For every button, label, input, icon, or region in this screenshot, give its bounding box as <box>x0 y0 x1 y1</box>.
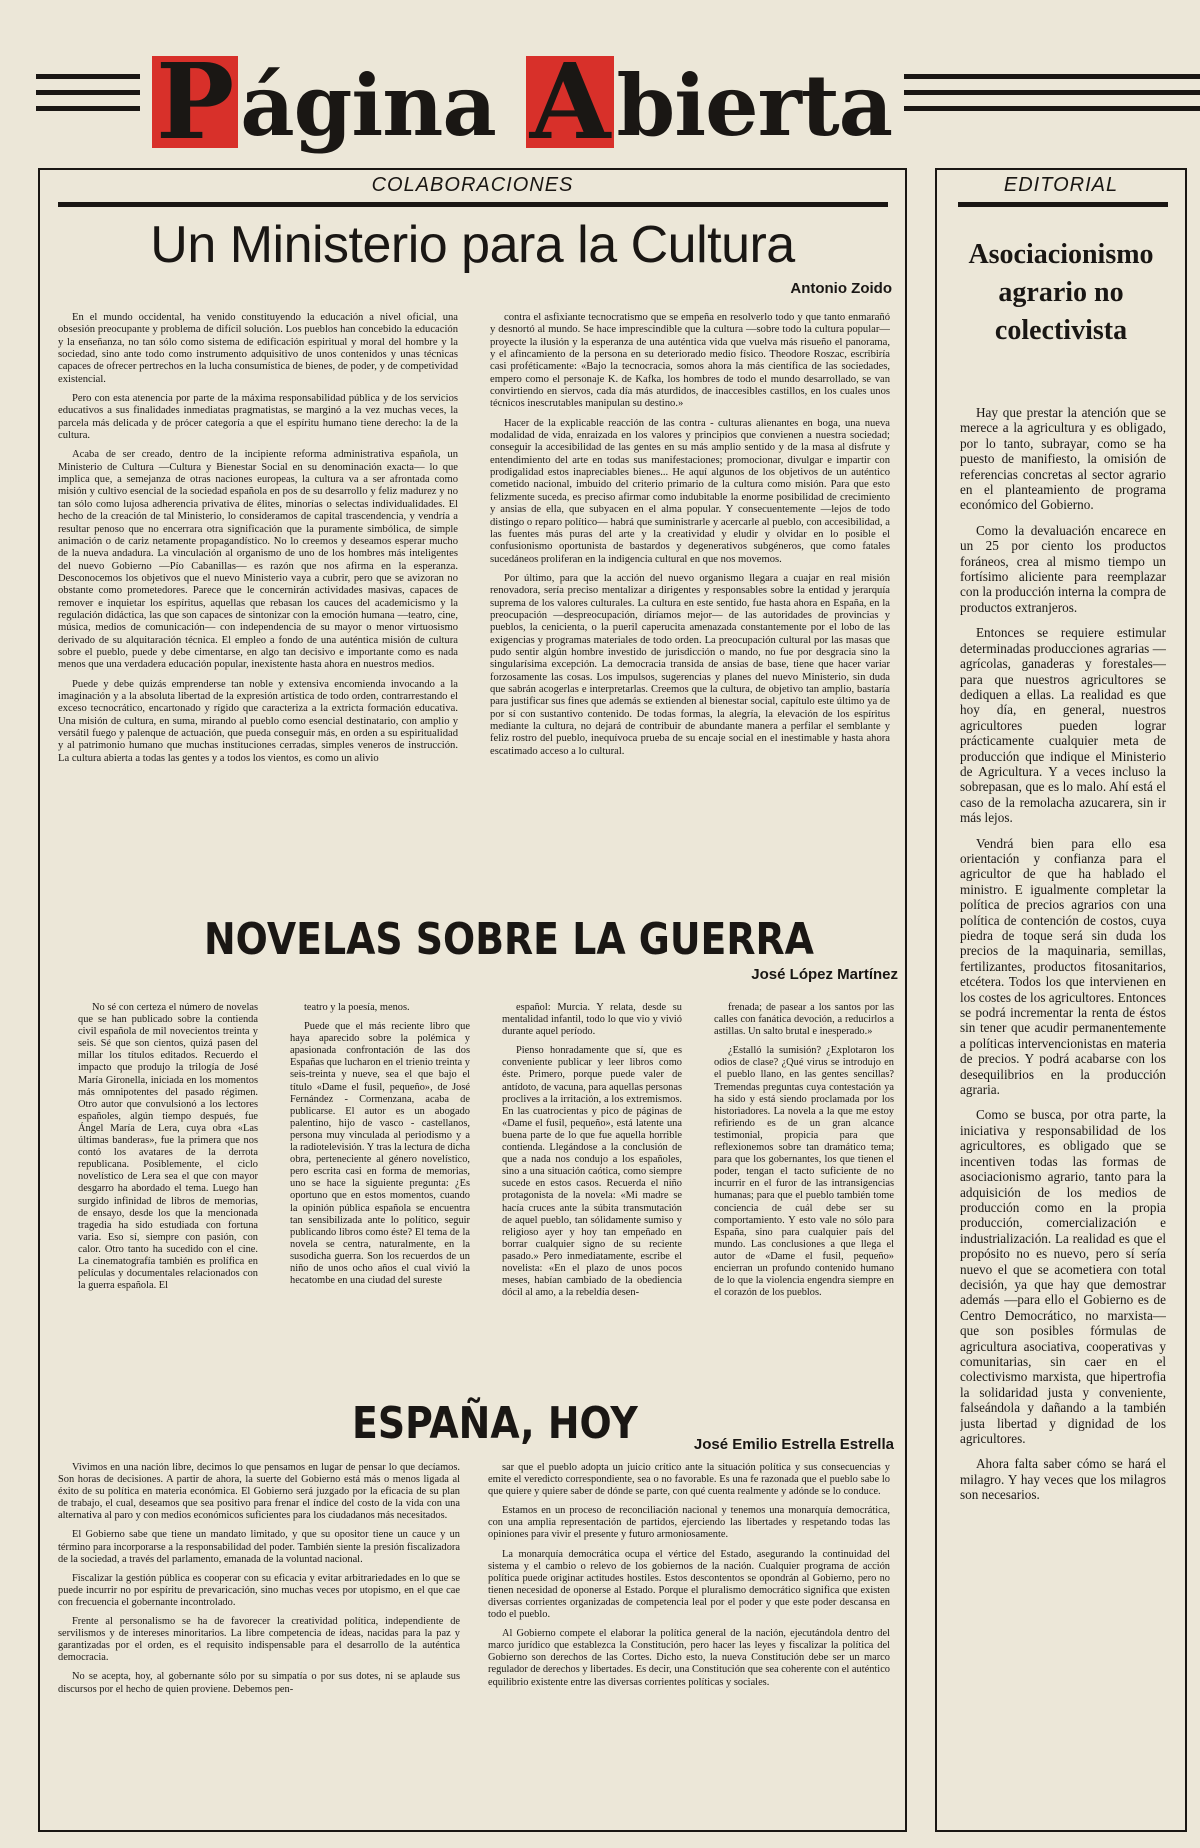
article-title-ministerio: Un Ministerio para la Cultura <box>150 216 795 274</box>
paragraph: Estamos en un proceso de reconciliación nacional y tenemos una monarquía democrática, con una amplia representación de partidos, ejerciendo las libertades y respetando todas las opiniones para vivir el presente y futuro armoniosamente. <box>488 1505 890 1541</box>
masthead-title <box>140 38 904 163</box>
paragraph: Pero con esta atenencia por parte de la máxima responsabilidad pública y de los servicios educativos a sus finalidades inmediatas pragmatistas, se marginó a la vez muchas veces, la parcela más delicada y de prócer categoría a que el espíritu humano tiene derecho: la de la cultura. <box>58 393 458 442</box>
paragraph: Ahora falta saber cómo se hará el milagro. Y hay veces que los milagros son necesarios. <box>960 1456 1166 1503</box>
article-column-4 <box>714 1002 894 1398</box>
article-column-2 <box>490 312 890 912</box>
article-column-2 <box>290 1002 470 1398</box>
masthead-rest-abierta: bierta <box>616 56 893 155</box>
paragraph: Vendrá bien para ello esa orientación y confianza para el agricultor de que ha hablado el ministro. E igualmente completar la política de precios agrarios con una política de contención de costos, cuya piedra de toque será sin duda los precios de la maquinaria, semillas, fertilizantes, productos fitosanitarios, etcétera. Todos los que intervienen en los costes de los agricultores. Entonces se podrá incrementar la renta de éstos sin tener que acudir permanentemente a políticas intervencionistas en materia de precios. Y podrá acabarse con los desequilibrios en la producción agraria. <box>960 835 1166 1098</box>
article-body-novelas <box>78 1002 894 1398</box>
editorial-title: Asociacionismo agrario no colectivista <box>968 239 1154 346</box>
paragraph: español: Murcia. Y relata, desde su mentalidad infantil, todo lo que vio y vivió durante aquel período. <box>502 1002 682 1038</box>
paragraph: Hacer de la explicable reacción de las contra - culturas alienantes en boga, una nueva modalidad de vida, enraizada en los valores y principios que convienen a nuestra sociedad; conseguir la accesibilidad de las gentes en su más amplio sentido y de la masa al disfrute y entendimiento del arte en todas sus manifestaciones; promocionar, divulgar e impartir con prodigalidad estos inapreciables bienes... He aquí algunos de los objetivos de un auténtico cometido nacional, imbuido del criterio primario de la cultura como misión. Para que esto felizmente suceda, es preciso afirmar como indubitable la enorme posibilidad de crecimiento y ansias de ella, que subyacen en el alma popular. Y consecuentemente —lejos de todo distingo o reparo político— habrá que suministrarle y acercarle al pueblo, con accesibilidad, a las fuentes más puras del arte y la creatividad y eludir y olvidar en lo posible el confusionismo oportunista de bastardos y degenerativos subgéneros, que como fatales sucedáneos proliferan en la indigencia cultural en que nos movemos. <box>490 417 890 565</box>
editorial-rule <box>958 202 1168 207</box>
paragraph: Como la devaluación encarece en un 25 por ciento los productos foráneos, crea al mismo tiempo un fortísimo aliciente para reemplazar con la producción interna la compra de productos extranjeros. <box>960 522 1166 615</box>
paragraph: Hay que prestar la atención que se merece a la agricultura y es obligado, por lo tanto, subrayar, como se ha puesto de manifiesto, la omisión de referencias concretas al sector agrario en el planteamiento de programa económico del Gobierno. <box>960 405 1166 513</box>
masthead <box>0 0 1200 163</box>
article-column-1 <box>78 1002 258 1398</box>
article-author-zoido: Antonio Zoido <box>790 280 892 297</box>
paragraph: El Gobierno sabe que tiene un mandato limitado, y que su opositor tiene un cauce y un término para incorporarse a la responsabilidad del poder. También siente la presión fiscalizadora de la sociedad, a través del parlamento, emanada de la voluntad nacional. <box>58 1529 460 1565</box>
article-body-ministerio <box>58 312 890 912</box>
paragraph: Entonces se requiere estimular determinadas producciones agrarias —agrícolas, ganaderas y forestales— para que nuestros agricultores se dediquen a ellas. La realidad es que hoy día, en general, nuestros agricultores pueden lograr prácticamente cualquier meta de producción que indique el Ministerio de Agricultura. Y a veces incluso la sobrepasan, que es lo malo. Ahí está el caso de la remolacha azucarera, sin ir más lejos. <box>960 625 1166 826</box>
paragraph: Vivimos en una nación libre, decimos lo que pensamos en lugar de pensar lo que decíamos. Son horas de decisiones. A partir de ahora, la suerte del Gobierno está más o menos ligada al éxito de su política en materia económica. El Gobierno será juzgado por la eficacia de su plan de trabajo, el cual, deseamos que sea positivo para frenar el índice del costo de la vida con una alternativa al paro y con medios económicos suficientes para los ciudadanos más necesitados. <box>58 1462 460 1522</box>
paragraph: sar que el pueblo adopta un juicio crítico ante la situación política y sus consecuencias y emite el veredicto correspondiente, sea o no favorable. Es una fe razonada que el pueblo sabe lo que quiere y quiere saber de dónde se parte, con qué cuenta realmente y adónde se lo conduce. <box>488 1462 890 1498</box>
masthead-word-pagina <box>152 40 496 163</box>
paragraph: ¿Estalló la sumisión? ¿Explotaron los odios de clase? ¿Qué virus se introdujo en el pueblo llano, en las gentes sencillas? Tremendas preguntas cuya contestación ya ha sido y está siendo proclamada por los historiadores. La novela a la que me estoy refiriendo es de un gran alcance testimonial, propicia para que reflexionemos sobre tan dramático tema; para que los gobernantes, los que tienen el poder, tengan el tacto suficiente de no incurrir en el furor de las intransigencias humanas; para que el pueblo también tome conciencia de cuál debe ser su comportamiento. Y esto vale no sólo para España, sino para cualquier país del mundo. Las conclusiones a que llega el autor de «Dame el fusil, pequeño» encierran un profundo contenido humano de lo que la violencia engendra siempre en el corazón de los pueblos. <box>714 1045 894 1299</box>
paragraph: Como se busca, por otra parte, la iniciativa y responsabilidad de los agricultores, es obligado que se incentiven todas las formas de asociacionismo agrario, tanto para la adquisición de los medios de producción como en la propia producción, comercialización e industrialización. La realidad es que el propósito no es nuevo, pero sí sería nuevo el que se acometiera con total decisión, ya que hay que demostrar además —para ello el Gobierno es de Centro Democrático, no marxista— que son posibles fórmulas de agricultura asociativa, cooperativas y comunitarias, sin caer en el colectivismo marxista, que hipertrofia la solidaridad justa y conveniente, falseándola y dañando a la también justa libertad y dignidad de los agricultores. <box>960 1107 1166 1446</box>
paragraph: Fiscalizar la gestión pública es cooperar con su eficacia y evitar arbitrariedades en lo que se puede incurrir no por espíritu de prevaricación, sino muchas veces por utopismo, en el que cae con frecuencia el gobernante incontrolado. <box>58 1572 460 1608</box>
paragraph: No se acepta, hoy, al gobernante sólo por su simpatía o por sus dotes, ni se aplaude sus discursos por el hecho de quien proviene. Debemos pen- <box>58 1671 460 1695</box>
paragraph: Al Gobierno compete el elaborar la política general de la nación, ejecutándola dentro del marco jurídico que establezca la Constitución, pero hacer las leyes y fiscalizar la política del Gobierno son derechos de las Cortes. Dicho esto, la nueva Constitución debe ser un marco regulador de derechos y libertades. Es decir, una Constitución que sea coherente con el auténtico equilibrio existente entre las diversas corrientes políticas y sociales. <box>488 1628 890 1688</box>
paragraph: Puede y debe quizás emprenderse tan noble y extensiva encomienda invocando a la imaginación y a la absoluta libertad de la expresión artística de todo orden, contrarrestando el exceso tecnocrático, encartonado y rígido que caracteriza a la extricta formación educativa. Una misión de cultura, en suma, mirando al pueblo como esencial destinatario, con amplio y versátil fuego y palenque de actuación, que pueda conseguir más, en orden a su espiritualidad y al patrimonio humano que muchas instituciones cerradas, simples veneros de instrucción. La cultura abierta a todas las gentes y a todos los vientos, es como un alivio <box>58 678 458 764</box>
masthead-capital-p: P <box>152 56 238 148</box>
article-column-2 <box>488 1462 890 1826</box>
paragraph: La monarquía democrática ocupa el vértice del Estado, asegurando la continuidad del sistema y el cambio o relevo de los gobiernos de la nación. Cualquier programa de acción política puede originar actitudes hostiles. Estos descontentos se opondrán al Gobierno, pero no tienen necesidad de oponerse al Estado. Porque el pluralismo democrático significa que existen diversas corrientes organizadas de competencia leal por el poder y que este poder descansa en todo el pueblo. <box>488 1548 890 1621</box>
article-title-novelas: NOVELAS SOBRE LA GUERRA <box>204 914 814 965</box>
article-column-1 <box>58 312 458 912</box>
article-author-estrella: José Emilio Estrella Estrella <box>693 1436 894 1453</box>
masthead-capital-a: A <box>526 56 615 148</box>
article-body-espana-hoy <box>58 1462 890 1826</box>
section-label-editorial: EDITORIAL <box>1003 174 1119 196</box>
section-rule <box>58 202 888 207</box>
editorial-body <box>960 405 1166 1825</box>
paragraph: Puede que el más reciente libro que haya aparecido sobre la polémica y apasionada confrontación de las dos Españas que lucharon en el trienio treinta y seis-treinta y nueve, sea el que bajo el título «Dame el fusil, pequeño», de José Fernández - Cormenzana, acaba de publicarse. El autor es un abogado palentino, hijo de vasco - castellanos, persona muy vinculada al periodismo y a la radiotelevisión. Y tras la lectura de dicha obra, perteneciente al género novelístico, pero escrita casi en forma de memorias, uno se hace la siguiente pregunta: ¿Es oportuno que en estos momentos, cuando la opinión pública española se encuentra tan sensibilizada ante lo político, seguir publicando libros como éste? El tema de la novela se centra, naturalmente, en la susodicha guerra. Son los recuerdos de un niño de unos ocho años el cual vivió la hecatombe en una ciudad del sureste <box>290 1021 470 1287</box>
paragraph: No sé con certeza el número de novelas que se han publicado sobre la contienda civil española de mil novecientos treinta y seis. Sé que son cientos, quizá pasen del millar los títulos editados. Recuerdo el impacto que produjo la trilogía de José María Gironella, iniciada en los momentos más omnipotentes del pasado régimen. Otro autor que convulsionó a los lectores españoles, algún tiempo después, fue Ángel María de Lera, cuya obra «Las últimas banderas», fue la primera que nos contó los avatares de la derrota republicana. Posiblemente, el ciclo novelístico de Lera sea el que con mayor desgarro ha abordado el tema. Luego han surgido infinidad de libros de memorias, de ensayo, desde los que la mencionada tragedia ha sido estudiada con fortuna varia. Eso sí, siempre con pasión, con calor. Otro tanto ha sucedido con el cine. La cinematografía también es prolífica en películas y documentales relacionados con la guerra española. El <box>78 1002 258 1292</box>
paragraph: frenada; de pasear a los santos por las calles con fanática devoción, a reducirlos a astillas. Un salto brutal e inesperado.» <box>714 1002 894 1038</box>
article-column-1 <box>58 1462 460 1826</box>
article-column-3 <box>502 1002 682 1398</box>
article-author-lopez: José López Martínez <box>751 966 898 983</box>
paragraph: Pienso honradamente que sí, que es conveniente publicar y leer libros como éste. Primero, porque puede valer de antídoto, de vacuna, para aquellas personas proclives a la irritación, a los extremismos. En las cuatrocientas y pico de páginas de «Dame el fusil, pequeño», está latente una buena parte de lo que fue aquella horrible contienda. Llegándose a la conclusión de que a nada nos condujo a los españoles, sino a una situación caótica, como siempre sucede en estos casos. Recuerda el niño protagonista de la novela: «Mi madre se hacía cruces ante la súbita transmutación de aquel pueblo, tan sólidamente sumiso y religioso ayer y hoy tan empeñado en borrar cualquier signo de su reciente pasado.» Pero inmediatamente, escribe el novelista: «En el plazo de unos pocos meses, habían cambiado de la obediencia dócil al amo, a la rebeldía desen- <box>502 1045 682 1299</box>
masthead-word-abierta <box>526 40 893 163</box>
section-label-colaboraciones: COLABORACIONES <box>371 174 574 196</box>
paragraph: teatro y la poesía, menos. <box>304 1002 410 1013</box>
paragraph: Acaba de ser creado, dentro de la incipiente reforma administrativa española, un Ministerio de Cultura —Cultura y Bienestar Social en su denominación exacta— lo que implica que, a semejanza de otras naciones europeas, la cultura va a ser afrontada como misión y cultivo esencial de la sociedad española en pos de su desarrollo y feliz madurez y no tan sólo como lujosa adherencia privativa de élites, minorías o selectas individualidades. El hecho de la creación de tal Ministerio, lo consideramos de capital trascendencia, y vendría a resultar penoso que no encerrara otra significación que la puramente simbólica, de simple animación o de cariz netamente propagandístico. No lo creemos y deseamos esperar mucho de la nueva andadura. La vinculación al organismo de uno de los hombres más inteligentes del nuevo Gobierno —Pío Cabanillas— es razón que nos afirma en la esperanza. Desconocemos los objetivos que el nuevo Ministerio vaya a cubrir, pero que se avizoran no obstante como prometedores. Parece que le concernirán actividades masivas, capaces de remover e inquietar los espíritus, aquellas que rebasan los cauces del academicismo y la regulación didáctica, las que son capaces de sintonizar con la emoción humana —teatro, cine, música, medios de comunicación— con independencia de su mayor o menor virtuosismo derivado de su alquitaración técnica. El empleo a fondo de una auténtica misión de cultura sobre el pueblo, puede y debe cimentarse, en algo tan decisivo e importante como es nada menos que una verdadera educación popular, inexistente hasta ahora en nuestros medios. <box>58 449 458 671</box>
masthead-rest-pagina: ágina <box>240 56 496 155</box>
article-title-espana-hoy: ESPAÑA, HOY <box>352 1398 638 1449</box>
paragraph: En el mundo occidental, ha venido constituyendo la educación a nivel oficial, una obsesión preocupante y problema de difícil solución. Los pueblos han concebido la educación y la enseñanza, no tan sólo como sistema de edificación espiritual y moral del hombre y la sociedad, sino ante todo como instrumento adquisitivo de unos contenidos y unas técnicas capaces de ofrecer pertrechos en la lucha consumística de bienes, de poder, y de competividad existencial. <box>58 312 458 385</box>
paragraph: Frente al personalismo se ha de favorecer la creatividad política, independiente de servilismos y de intereses minoritarios. La libre competencia de ideas, nacidas para la paz y garantizadas por el orden, es el requisito indispensable para el desarrollo de la auténtica democracia. <box>58 1616 460 1664</box>
paragraph: Por último, para que la acción del nuevo organismo llegara a cuajar en real misión renovadora, sería preciso mentalizar a dirigentes y responsables sobre la entidad y jerarquía suprema de los valores culturales. La cultura en este sentido, fue hasta ahora en España, en la preocupación —despreocupación, diríamos mejor— de las autoridades de provincias y pueblos, la cenicienta, o la pueril caperucita amenazada constantemente por el lobo de las exigencias y programas materiales de todo orden. La preocupación cultural por las masas que pudo sentir algún hombre investido de jurisdicción o mando, no fue por desgracia sino la singularísima excepción. La democracia transida de ansias de base, tiene que hacer variar forzosamente las cosas. Los impulsos, sugerencias y planes del nuevo Ministerio, sin duda que sabrán acogerlas e interpretarlas. Creemos que la cultura, de objetivo tan amplio, bastaría para justificar sus fines que además se extienden al bienestar social, capítulo este último ya de por sí con sustantivo contenido. De todas formas, la alegría, la elevación de los espíritus mediante la cultura, no dejará de contribuir de abundante manera a perfilar el semblante y feliz rostro del pueblo, inequívoca prueba de su encaje social en el inestimable y hasta ahora escatimado acceso a lo cultural. <box>490 572 890 757</box>
paragraph: contra el asfixiante tecnocratismo que se empeña en resolverlo todo y que tanto enmarañó y desnortó al mundo. Se hace imprescindible que la cultura —sobre todo la cultura popular— proyecte la ilusión y la esperanza de una auténtica vida que vuelva más risueño el panorama, y el afincamiento de la persona en su deteriorado medio físico. Theodore Roszac, escribiría casi proféticamente: «Bajo la tecnocracia, somos ahora la más científica de las sociedades, empero como el personaje K. de Kafka, los hombres de todo el mundo desarrollado, se van convirtiendo en siervos, cada día más aturdidos, de inaccesibles castillos, en los cuales unos técnicos inescrutables manipulan su destino.» <box>490 312 890 410</box>
